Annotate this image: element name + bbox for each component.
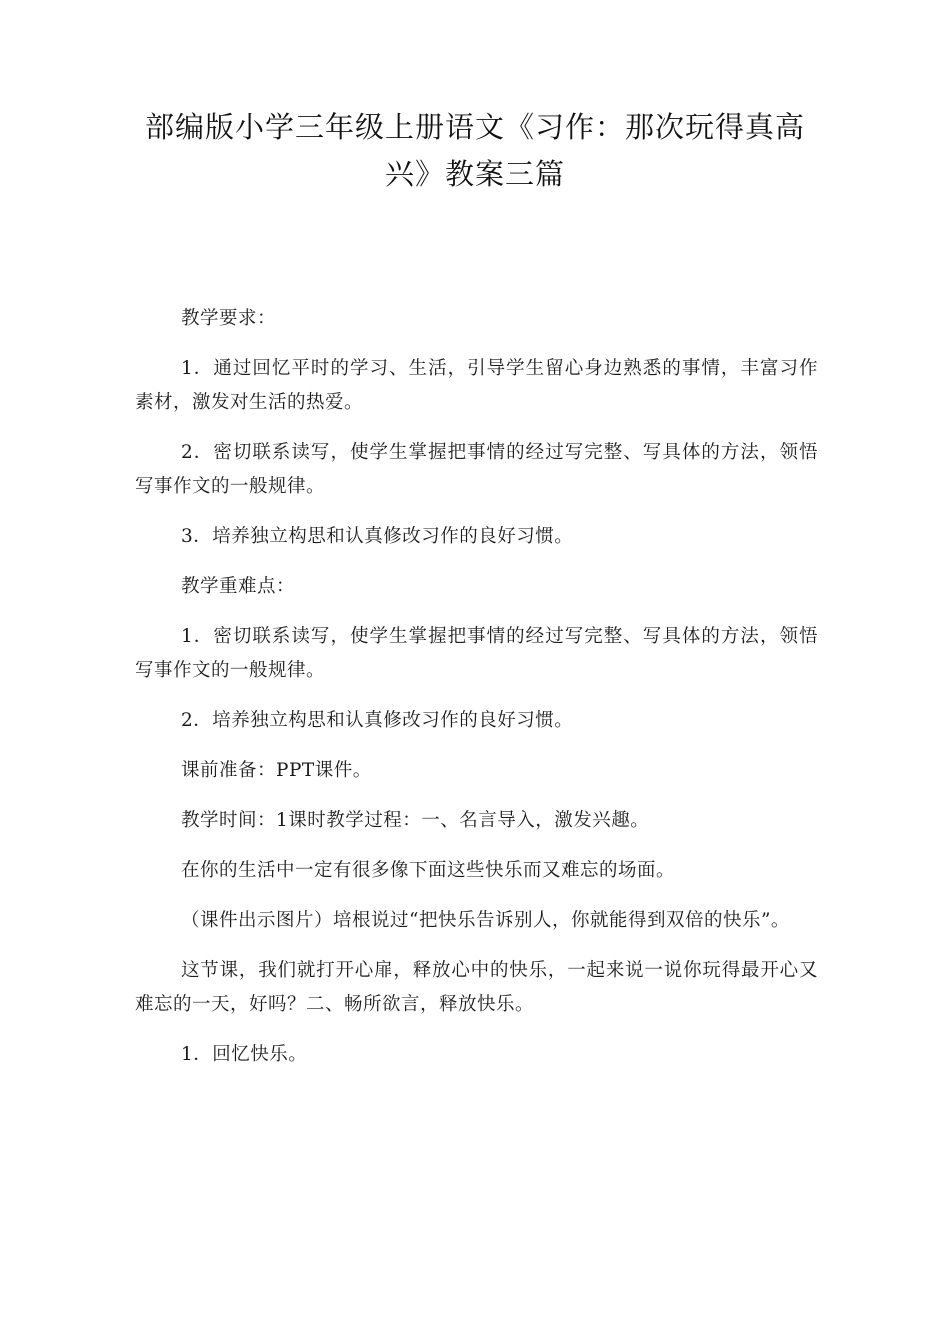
paragraph-teaching-requirements-heading: 教学要求： xyxy=(181,308,277,329)
document-body xyxy=(135,302,818,1088)
document-title: 部编版小学三年级上册语文《习作：那次玩得真高兴》教案三篇 xyxy=(144,110,805,191)
paragraph-requirement-2: 2．密切联系读写，使学生掌握把事情的经过写完整、写具体的方法，领悟写事作文的一般规律。 xyxy=(135,442,818,497)
paragraph-key-point-2: 2．培养独立构思和认真修改习作的良好习惯。 xyxy=(181,710,574,731)
paragraph-preparation: 课前准备：PPT课件。 xyxy=(181,760,372,781)
paragraph-key-point-1: 1．密切联系读写，使学生掌握把事情的经过写完整、写具体的方法，领悟写事作文的一般规律。 xyxy=(135,626,818,681)
paragraph-recall-joy: 1．回忆快乐。 xyxy=(181,1044,308,1065)
paragraph-requirement-3: 3．培养独立构思和认真修改习作的良好习惯。 xyxy=(181,526,574,547)
paragraph-lesson-invite: 这节课，我们就打开心扉，释放心中的快乐，一起来说一说你玩得最开心又难忘的一天，好吗？二、畅所欲言，释放快乐。 xyxy=(135,960,818,1015)
paragraph-teaching-time: 教学时间：1课时教学过程：一、名言导入，激发兴趣。 xyxy=(181,810,650,831)
paragraph-key-points-heading: 教学重难点： xyxy=(181,576,296,597)
paragraph-scene-intro: 在你的生活中一定有很多像下面这些快乐而又难忘的场面。 xyxy=(181,860,676,881)
paragraph-bacon-quote: （课件出示图片）培根说过“把快乐告诉别人，你就能得到双倍的快乐”。 xyxy=(181,910,790,931)
paragraph-requirement-1: 1．通过回忆平时的学习、生活，引导学生留心身边熟悉的事情，丰富习作素材，激发对生活的热爱。 xyxy=(135,358,818,413)
